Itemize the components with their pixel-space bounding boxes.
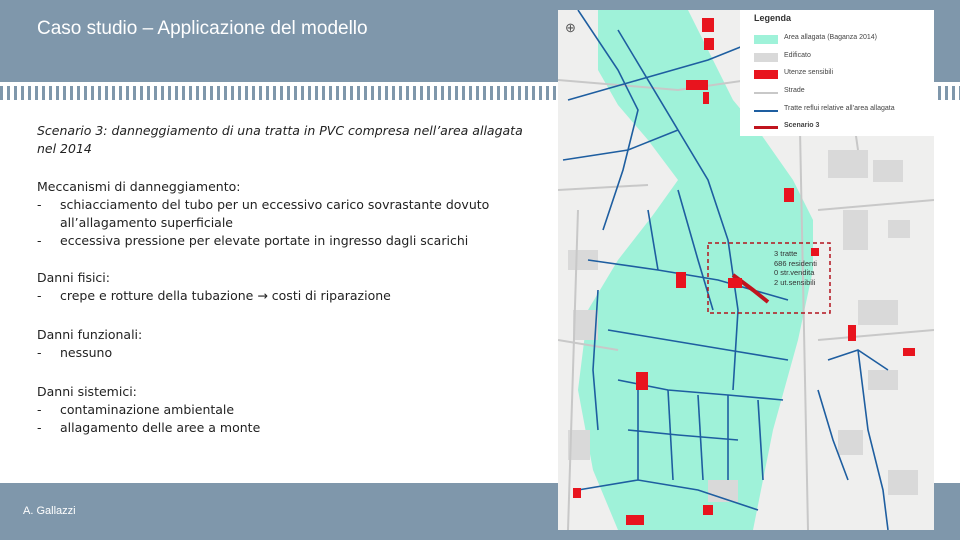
danni-fisici-section — [37, 269, 537, 305]
legend-swatch — [754, 35, 778, 44]
author-label: A. Gallazzi — [23, 505, 76, 517]
legend-swatch — [754, 92, 778, 94]
legend-swatch — [754, 110, 778, 112]
legend-swatch — [754, 126, 778, 129]
legend-item-scenario-3 — [754, 122, 934, 133]
danni-fisici-item: - crepe e rotture della tubazione → costi di riparazione — [37, 287, 537, 305]
danni-fisici-heading: Danni fisici: — [37, 270, 110, 285]
legend-item-tratte-reflui — [754, 105, 934, 116]
legend-label: Scenario 3 — [784, 122, 820, 129]
scenario-description: Scenario 3: danneggiamento di una tratta in PVC compresa nell’area allagata nel 2014 — [37, 123, 523, 156]
danni-funzionali-heading: Danni funzionali: — [37, 327, 143, 342]
legend-item-utenze-sensibili — [754, 69, 934, 80]
danni-sistemici-heading: Danni sistemici: — [37, 384, 137, 399]
legend-title: Legenda — [754, 13, 792, 23]
legend-label: Area allagata (Baganza 2014) — [784, 34, 878, 41]
scenario-annotation — [774, 249, 817, 287]
danni-sistemici-item: - contaminazione ambientale — [37, 401, 537, 419]
legend-label: Edificato — [784, 52, 811, 59]
compass-icon: ⊕ — [565, 20, 576, 35]
legend-label: Strade — [784, 87, 805, 94]
annotation-line: 686 residenti — [774, 258, 817, 268]
slide-content — [37, 122, 537, 437]
annotation-line: 0 str.vendita — [774, 268, 815, 277]
legend-item-strade — [754, 87, 934, 98]
legend-item-area-allagata — [754, 34, 934, 45]
legend-label: Tratte reflui relative all’area allagata — [784, 105, 895, 112]
legend-label: Utenze sensibili — [784, 69, 834, 76]
map-legend — [740, 10, 934, 136]
slide-title: Caso studio – Applicazione del modello — [37, 18, 368, 39]
meccanismi-section — [37, 178, 537, 250]
legend-item-edificato — [754, 52, 934, 63]
meccanismi-item: - eccessiva pressione per elevate portate in ingresso dagli scarichi — [37, 232, 537, 250]
annotation-line: 2 ut.sensibili — [774, 277, 816, 287]
legend-swatch — [754, 70, 778, 79]
annotation-line: 3 tratte — [774, 249, 798, 258]
danni-funzionali-section — [37, 326, 537, 362]
danni-funzionali-item: - nessuno — [37, 344, 537, 362]
danni-sistemici-section — [37, 383, 537, 437]
danni-sistemici-item: - allagamento delle aree a monte — [37, 419, 537, 437]
legend-swatch — [754, 53, 778, 62]
meccanismi-item: - schiacciamento del tubo per un eccessivo carico sovrastante dovuto all’allagamento superficiale — [37, 196, 537, 232]
meccanismi-heading: Meccanismi di danneggiamento: — [37, 179, 241, 194]
